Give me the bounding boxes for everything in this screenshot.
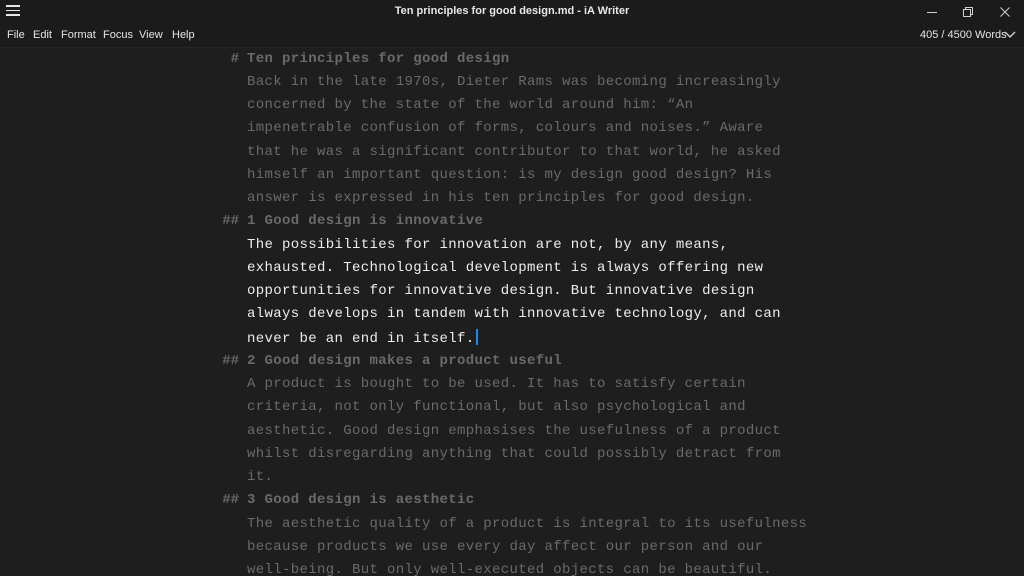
heading-marker: ## [222, 492, 239, 508]
close-button[interactable] [987, 0, 1023, 24]
restore-button[interactable] [950, 0, 986, 24]
heading-marker: # [230, 51, 239, 67]
document-title-heading: Ten principles for good design [247, 51, 510, 67]
focused-paragraph-line: opportunities for innovative design. But innovative design [247, 283, 755, 299]
focused-paragraph-last-line [247, 329, 478, 347]
menu-focus[interactable]: Focus [103, 29, 133, 41]
paragraph-line: criteria, not only functional, but also psychological and [247, 399, 746, 415]
paragraph-line: concerned by the state of the world around him: “An [247, 97, 694, 113]
paragraph-line: well-being. But only well-executed objects can be beautiful. [247, 562, 773, 576]
menu-view[interactable]: View [139, 29, 163, 41]
menu-edit[interactable]: Edit [33, 29, 52, 41]
focused-paragraph-line: exhausted. Technological development is always offering new [247, 260, 764, 276]
paragraph-line: because products we use every day affect our person and our [247, 539, 764, 555]
paragraph-line: answer is expressed in his ten principles for good design. [247, 190, 755, 206]
window-title: Ten principles for good design.md - iA Writer [394, 5, 630, 17]
menu-bar [0, 24, 1024, 48]
paragraph-line: it. [247, 469, 274, 485]
editor-area[interactable] [0, 48, 1024, 576]
menu-format[interactable]: Format [61, 29, 96, 41]
paragraph-line: aesthetic. Good design emphasises the usefulness of a product [247, 423, 781, 439]
focused-paragraph-text: never be an end in itself. [247, 331, 475, 347]
paragraph-line: himself an important question: is my design good design? His [247, 167, 773, 183]
chevron-down-icon[interactable] [1003, 30, 1017, 40]
paragraph-line: impenetrable confusion of forms, colours and noises.” Aware [247, 120, 764, 136]
section-heading: 2 Good design makes a product useful [247, 353, 563, 369]
focused-paragraph-line: always develops in tandem with innovative technology, and can [247, 306, 781, 322]
menu-help[interactable]: Help [172, 29, 195, 41]
paragraph-line: A product is bought to be used. It has to satisfy certain [247, 376, 746, 392]
paragraph-line: whilst disregarding anything that could possibly detract from [247, 446, 781, 462]
paragraph-line: that he was a significant contributor to that world, he asked [247, 144, 781, 160]
heading-marker: ## [222, 353, 239, 369]
focused-paragraph-line: The possibilities for innovation are not, by any means, [247, 237, 729, 253]
menu-file[interactable]: File [7, 29, 25, 41]
minimize-button[interactable] [914, 0, 950, 24]
minimize-icon [926, 6, 938, 18]
section-heading: 3 Good design is aesthetic [247, 492, 475, 508]
title-bar [0, 0, 1024, 24]
restore-icon [962, 6, 974, 18]
paragraph-line: The aesthetic quality of a product is integral to its usefulness [247, 516, 808, 532]
text-caret [476, 329, 478, 345]
close-icon [999, 6, 1011, 18]
heading-marker: ## [222, 213, 239, 229]
paragraph-line: Back in the late 1970s, Dieter Rams was becoming increasingly [247, 74, 781, 90]
section-heading: 1 Good design is innovative [247, 213, 484, 229]
word-count[interactable]: 405 / 4500 Words [920, 29, 1007, 41]
